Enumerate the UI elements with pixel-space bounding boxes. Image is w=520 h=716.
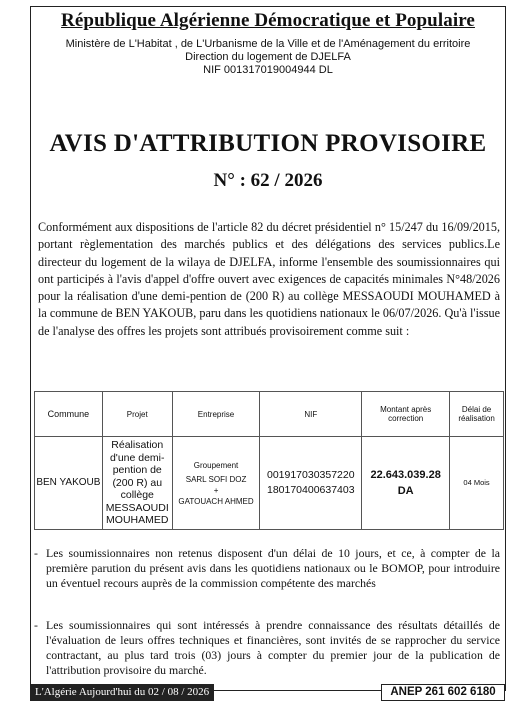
cell-entreprise	[172, 437, 260, 530]
header-montant: Montant après correction	[362, 392, 450, 437]
table-header-row	[35, 392, 504, 437]
montant-value: 22.643.039.28	[370, 469, 441, 481]
notice-body: Conformément aux dispositions de l'article 82 du décret présidentiel n° 15/247 du 16/09/2015, portant règlementation des marchés publics et des délégations des services publics.Le directeur du logement de la wilaya de DJELFA, informe l'ensemble des soumissionnaires qui ont participés à l'avis d'appel d'offre ouvert avec exigences de capacités minimales N°48/2026 pour la réalisation d'une demi-pention de (200 R) au collège MESSAOUDI MOUHAMED à la commune de BEN YAKOUB, paru dans les quotidiens nationaux le 06/07/2026. Qu'à l'issue de l'analyse des offres les projets sont attribués provisoirement comme suit :	[38, 220, 500, 338]
entreprise-1: SARL SOFI DOZ	[185, 474, 247, 484]
nif-1: 001917030357220	[266, 469, 355, 481]
republic-title: République Algérienne Démocratique et Populaire	[61, 10, 475, 31]
cell-commune: BEN YAKOUB	[35, 437, 103, 530]
notice-number: N° : 62 / 2026	[213, 170, 323, 191]
header-nif: NIF	[260, 392, 362, 437]
header-projet: Projet	[102, 392, 172, 437]
publication-source: L'Algérie Aujourd'hui du 02 / 08 / 2026	[30, 684, 214, 701]
bullet-resultats	[34, 618, 500, 678]
bullet-resultats-text: Les soumissionnaires qui sont intéressés à prendre connaissance des résultats détaillés de l'évaluation de leurs offres techniques et financières, sont invités de se rapprocher du service contractant, au plus tard trois (03) jours à compter du premier jour de la publication de l'attribution provisoire du marché.	[46, 618, 500, 677]
table-row	[35, 437, 504, 530]
nif-2: 180170400637403	[266, 484, 355, 496]
header-commune: Commune	[35, 392, 103, 437]
header-entreprise: Entreprise	[172, 392, 260, 437]
header-delai: Délai de réalisation	[450, 392, 504, 437]
entreprise-2: GATOUACH AHMED	[178, 496, 254, 506]
ministry-line: Ministère de L'Habitat , de L'Urbanisme de la Ville et de l'Aménagement du erritoire	[65, 38, 471, 50]
nif-line: NIF 001317019004944 DL	[203, 64, 333, 76]
direction-line: Direction du logement de DJELFA	[185, 51, 351, 63]
notice-title: AVIS D'ATTRIBUTION PROVISOIRE	[49, 130, 487, 157]
bullet-dash: -	[34, 546, 38, 560]
cell-projet: Réalisation d'une demi-pention de (200 R) au collège MESSAOUDI MOUHAMED	[102, 437, 172, 530]
bullet-dash: -	[34, 618, 38, 632]
anep-reference: ANEP 261 602 6180	[381, 684, 505, 701]
entreprise-label: Groupement	[193, 460, 239, 470]
cell-montant	[362, 437, 450, 530]
attribution-table	[34, 391, 504, 530]
cell-delai: 04 Mois	[450, 437, 504, 530]
montant-currency: DA	[397, 485, 414, 497]
bullet-recours	[34, 546, 500, 591]
cell-nif	[260, 437, 362, 530]
entreprise-plus: +	[213, 485, 219, 495]
bullet-recours-text: Les soumissionnaires non retenus disposent d'un délai de 10 jours, et ce, à compter de la première parution du présent avis dans les quotidiens nationaux ou le BOMOP, pour introduire un éventuel recours auprès de la commission compétente des marchés	[46, 546, 500, 590]
